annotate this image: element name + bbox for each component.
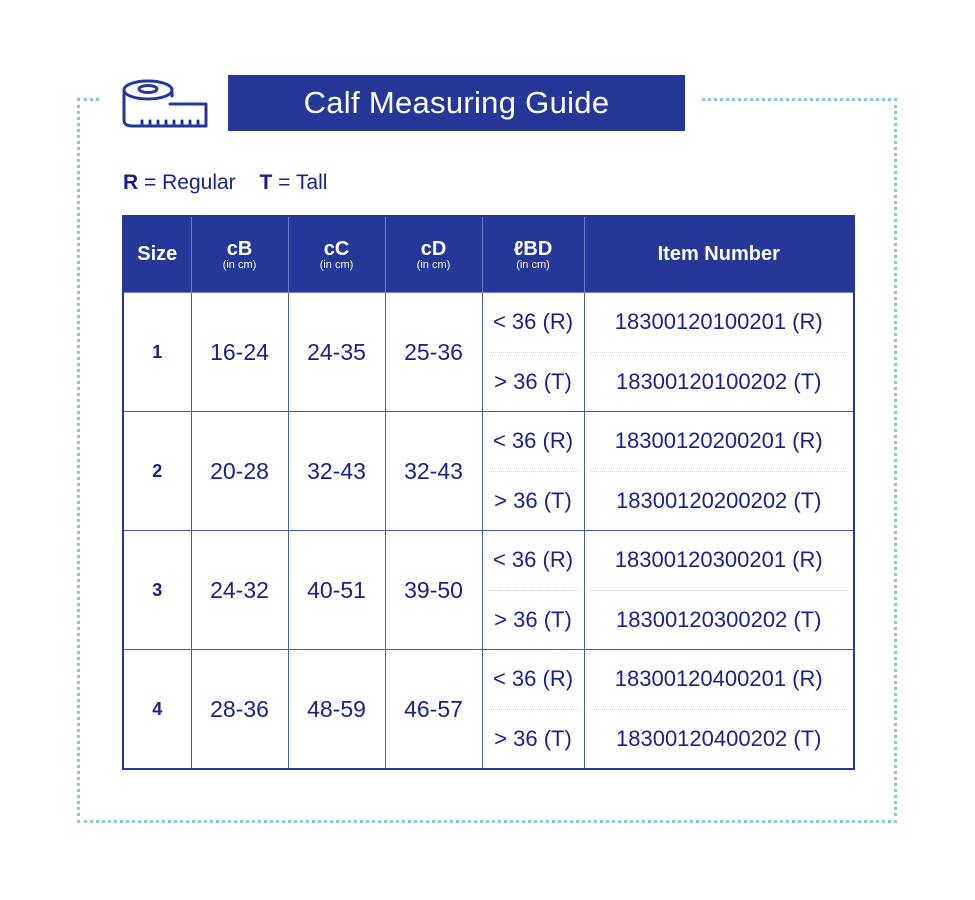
cell-cc: 32-43 (288, 412, 385, 531)
table-row (123, 412, 854, 531)
header-lbd: ℓBD (in cm) (482, 216, 584, 293)
legend-t-key: T (259, 171, 273, 194)
legend-r-label: = Regular (144, 171, 236, 194)
cell-cb: 28-36 (191, 650, 288, 770)
cell-cd: 39-50 (385, 531, 482, 650)
cell-size: 4 (123, 650, 191, 770)
cell-cd: 25-36 (385, 293, 482, 412)
cell-cd: 46-57 (385, 650, 482, 770)
header-cd: cD (in cm) (385, 216, 482, 293)
table-row (123, 650, 854, 770)
cell-cb: 24-32 (191, 531, 288, 650)
cell-item-number: 18300120400201 (R) 18300120400202 (T) (584, 650, 854, 770)
cell-cc: 40-51 (288, 531, 385, 650)
tape-measure-icon (120, 76, 210, 130)
cell-cb: 20-28 (191, 412, 288, 531)
cell-size: 3 (123, 531, 191, 650)
cell-lbd: < 36 (R) > 36 (T) (482, 412, 584, 531)
cell-lbd: < 36 (R) > 36 (T) (482, 650, 584, 770)
cell-cb: 16-24 (191, 293, 288, 412)
cell-item-number: 18300120100201 (R) 18300120100202 (T) (584, 293, 854, 412)
measuring-table (122, 215, 855, 770)
header-item-number: Item Number (584, 216, 854, 293)
table-row (123, 293, 854, 412)
legend-r-key: R (123, 171, 139, 194)
cell-cc: 24-35 (288, 293, 385, 412)
cell-cc: 48-59 (288, 650, 385, 770)
cell-lbd: < 36 (R) > 36 (T) (482, 293, 584, 412)
table-row (123, 531, 854, 650)
header-size: Size (123, 216, 191, 293)
cell-size: 2 (123, 412, 191, 531)
cell-lbd: < 36 (R) > 36 (T) (482, 531, 584, 650)
cell-item-number: 18300120300201 (R) 18300120300202 (T) (584, 531, 854, 650)
cell-item-number: 18300120200201 (R) 18300120200202 (T) (584, 412, 854, 531)
cell-size: 1 (123, 293, 191, 412)
table-header-row (123, 216, 854, 293)
cell-cd: 32-43 (385, 412, 482, 531)
header-cb: cB (in cm) (191, 216, 288, 293)
page-title: Calf Measuring Guide (228, 75, 685, 131)
legend-t-label: = Tall (278, 171, 328, 194)
header-cc: cC (in cm) (288, 216, 385, 293)
size-legend (123, 171, 327, 195)
